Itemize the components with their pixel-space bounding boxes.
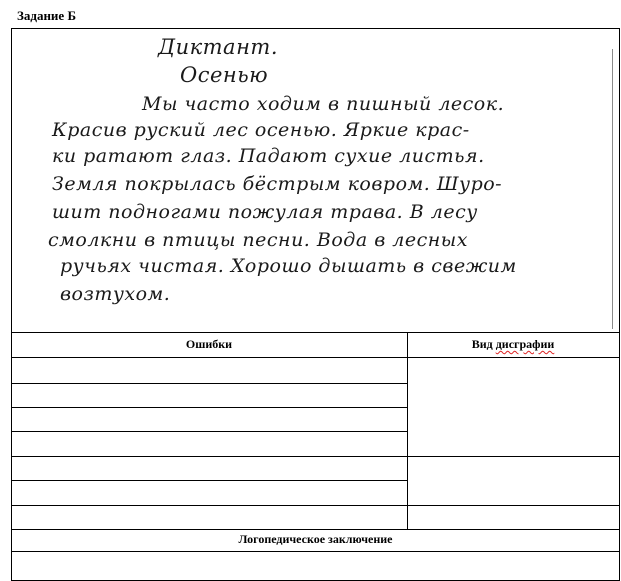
row-line [11, 383, 408, 384]
dictation-subheading: Осенью [180, 63, 269, 87]
dictation-line: Земля покрылась бёстрым ковром. Шуро- [52, 173, 503, 195]
dictation-heading: Диктант. [158, 35, 278, 59]
row-line [11, 431, 408, 432]
column-header-errors: Ошибки [185, 337, 233, 351]
column-divider [407, 333, 408, 530]
column-header-type-word: дисграфии [495, 337, 555, 351]
dictation-line: возтухом. [60, 283, 171, 305]
dictation-line: Мы часто ходим в пишный лесок. [142, 93, 505, 115]
row-line [11, 456, 620, 457]
dictation-line: смолкни в птицы песни. Вода в лесных [48, 229, 468, 251]
column-header-type-label: Вид [471, 337, 493, 351]
conclusion-header: Логопедическое заключение [238, 532, 393, 546]
handwritten-dictation-scan [11, 28, 620, 333]
dictation-line: ручьях чистая. Хорошо дышать в свежим [60, 255, 517, 277]
conclusion-top-line [11, 529, 620, 530]
row-line [11, 480, 408, 481]
conclusion-header-bottom-line [11, 551, 620, 552]
dictation-line: Красив руский лес осенью. Яркие крас- [52, 119, 470, 141]
header-bottom-line [11, 357, 620, 358]
dictation-line: ки ратают глаз. Падают сухие листья. [52, 145, 485, 167]
row-line [11, 407, 408, 408]
dictation-line: шит подногами пожулая трава. В лесу [52, 201, 478, 223]
column-header-dysgraphia-type [407, 337, 619, 352]
task-title: Задание Б [17, 8, 77, 23]
scan-edge [612, 49, 613, 329]
row-line [11, 505, 620, 506]
assessment-table [11, 28, 621, 581]
